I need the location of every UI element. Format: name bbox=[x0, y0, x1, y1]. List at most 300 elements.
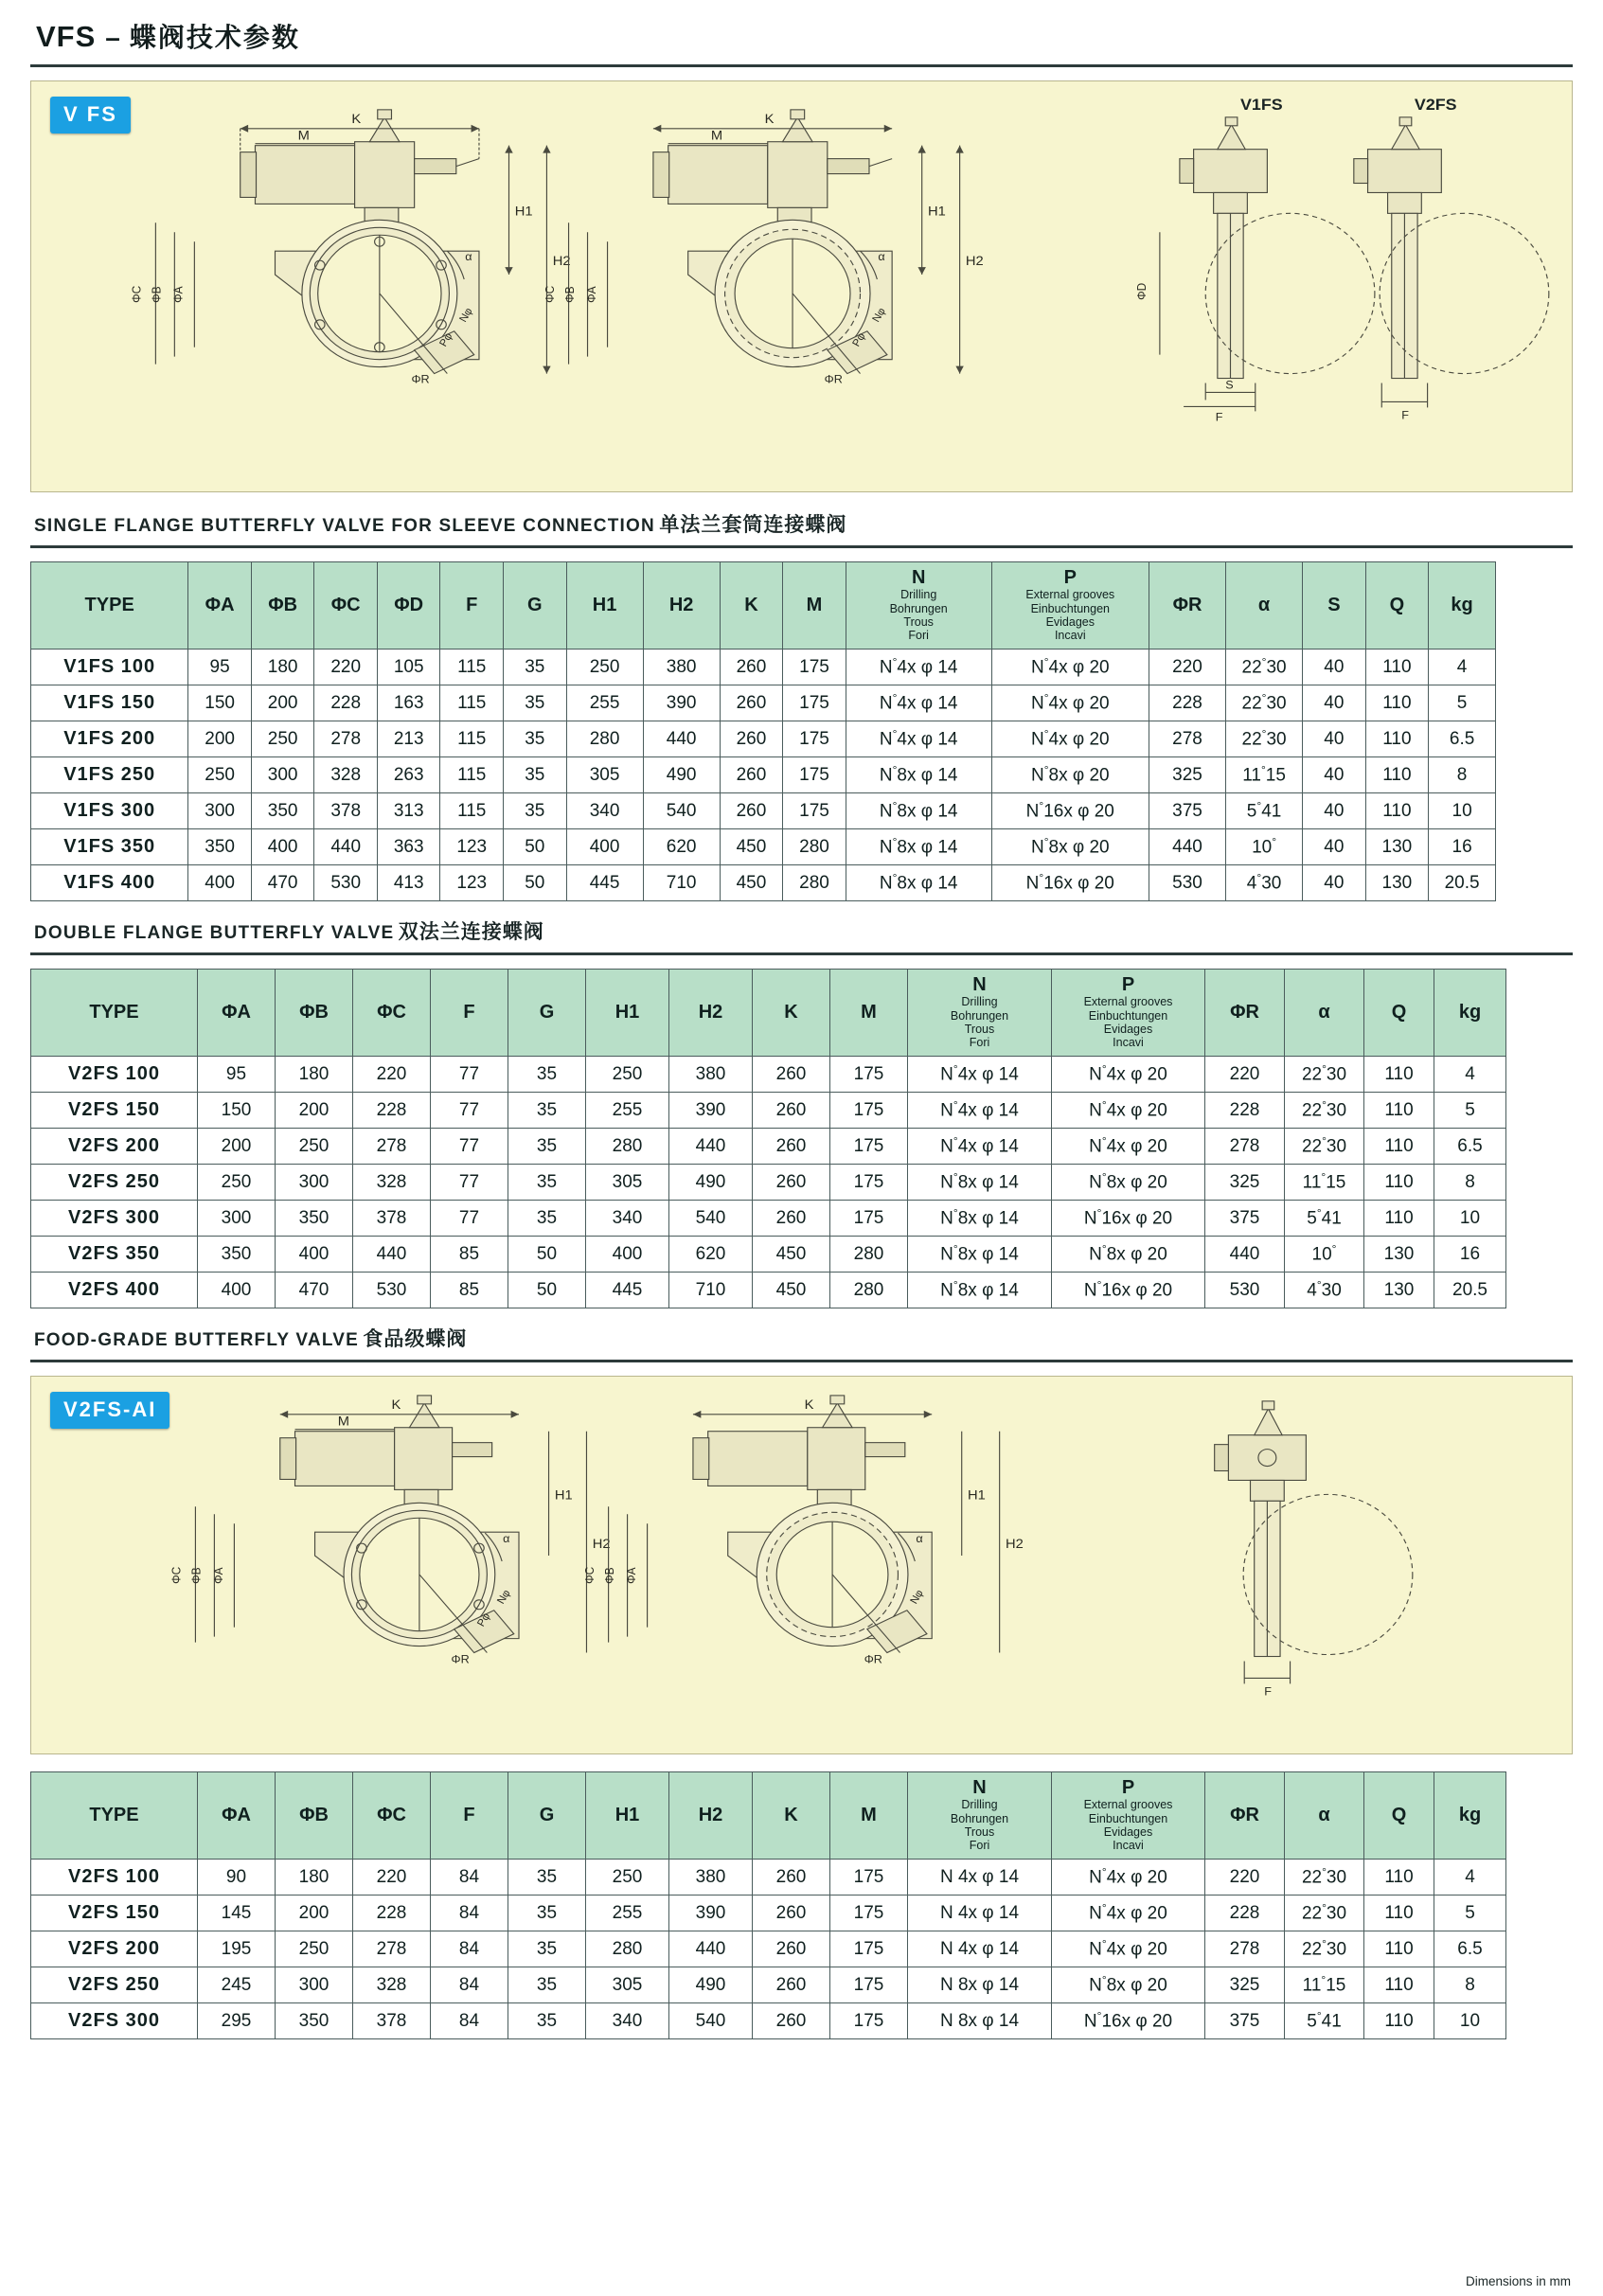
cell-value: 95 bbox=[198, 1057, 276, 1093]
cell-value: 8 bbox=[1434, 1967, 1506, 2003]
column-header-H1: H1 bbox=[586, 1772, 669, 1860]
cell-value: 280 bbox=[566, 721, 643, 757]
cell-value: 16 bbox=[1434, 1237, 1506, 1273]
cell-value: 40 bbox=[1303, 757, 1366, 793]
table-row bbox=[31, 793, 1496, 829]
cell-value: N°4x φ 20 bbox=[991, 685, 1149, 721]
column-header-H2: H2 bbox=[643, 562, 720, 650]
table-header-row bbox=[31, 1772, 1506, 1860]
cell-value: 130 bbox=[1365, 865, 1429, 901]
svg-text:H2: H2 bbox=[592, 1537, 611, 1552]
cell-value: 350 bbox=[276, 2003, 353, 2039]
cell-value: 8 bbox=[1434, 1165, 1506, 1201]
column-header-TYPE: TYPE bbox=[31, 1772, 198, 1860]
cell-value: N 8x φ 14 bbox=[908, 1967, 1052, 2003]
cell-value: 220 bbox=[1205, 1057, 1285, 1093]
column-header-ΦC: ΦC bbox=[314, 562, 378, 650]
cell-value: 10 bbox=[1429, 793, 1496, 829]
column-header-M: M bbox=[830, 1772, 908, 1860]
cell-value: 200 bbox=[276, 1093, 353, 1129]
cell-value: 130 bbox=[1365, 829, 1429, 865]
column-header-H2: H2 bbox=[669, 1772, 753, 1860]
column-header-M: M bbox=[783, 562, 846, 650]
cell-value: 11°15 bbox=[1226, 757, 1303, 793]
cell-value: 145 bbox=[198, 1896, 276, 1931]
cell-value: 278 bbox=[353, 1129, 431, 1165]
cell-value: 445 bbox=[566, 865, 643, 901]
cell-value: N°4x φ 14 bbox=[846, 685, 991, 721]
svg-text:α: α bbox=[916, 1532, 923, 1546]
cell-value: 35 bbox=[508, 1896, 586, 1931]
cell-value: 390 bbox=[669, 1093, 753, 1129]
svg-text:ΦC: ΦC bbox=[543, 285, 557, 303]
cell-value: N°16x φ 20 bbox=[991, 793, 1149, 829]
column-header-F: F bbox=[431, 970, 508, 1057]
cell-value: 325 bbox=[1205, 1165, 1285, 1201]
column-header-ΦB: ΦB bbox=[276, 970, 353, 1057]
page-title bbox=[28, 17, 1575, 55]
cell-value: 5°41 bbox=[1285, 1201, 1364, 1237]
cell-value: 40 bbox=[1303, 650, 1366, 685]
cell-value: 313 bbox=[377, 793, 440, 829]
cell-value: 250 bbox=[586, 1860, 669, 1896]
cell-value: 400 bbox=[251, 829, 314, 865]
cell-value: 175 bbox=[830, 1931, 908, 1967]
cell-value: 280 bbox=[830, 1273, 908, 1308]
cell-value: 530 bbox=[314, 865, 378, 901]
svg-text:Nφ: Nφ bbox=[495, 1588, 513, 1607]
cell-value: 175 bbox=[783, 685, 846, 721]
header-title-cn: 蝶阀技术参数 bbox=[129, 23, 300, 52]
cell-value: 40 bbox=[1303, 865, 1366, 901]
cell-value: 84 bbox=[431, 1896, 508, 1931]
figure-panel-v2fs-ai bbox=[30, 1376, 1573, 1754]
cell-value: 255 bbox=[566, 685, 643, 721]
cell-value: 328 bbox=[353, 1165, 431, 1201]
cell-value: 540 bbox=[643, 793, 720, 829]
column-header-ΦB: ΦB bbox=[251, 562, 314, 650]
cell-value: 40 bbox=[1303, 829, 1366, 865]
cell-value: 260 bbox=[753, 1129, 830, 1165]
cell-value: 175 bbox=[830, 1201, 908, 1237]
cell-value: 200 bbox=[188, 721, 252, 757]
cell-value: N°4x φ 20 bbox=[1052, 1931, 1205, 1967]
cell-value: 115 bbox=[440, 721, 504, 757]
cell-value: 325 bbox=[1149, 757, 1225, 793]
table-header-row bbox=[31, 562, 1496, 650]
column-header-TYPE: TYPE bbox=[31, 970, 198, 1057]
cell-value: 228 bbox=[353, 1896, 431, 1931]
cell-value: N°4x φ 20 bbox=[1052, 1093, 1205, 1129]
cell-value: 20.5 bbox=[1429, 865, 1496, 901]
cell-value: 84 bbox=[431, 1931, 508, 1967]
cell-value: 445 bbox=[586, 1273, 669, 1308]
column-header-ΦC: ΦC bbox=[353, 970, 431, 1057]
table-row bbox=[31, 1896, 1506, 1931]
cell-value: 255 bbox=[586, 1896, 669, 1931]
cell-value: 150 bbox=[198, 1093, 276, 1129]
column-header-K: K bbox=[753, 1772, 830, 1860]
cell-value: 5°41 bbox=[1285, 2003, 1364, 2039]
cell-value: N 4x φ 14 bbox=[908, 1931, 1052, 1967]
cell-value: 180 bbox=[251, 650, 314, 685]
cell-value: 85 bbox=[431, 1237, 508, 1273]
cell-value: 200 bbox=[198, 1129, 276, 1165]
svg-text:ΦA: ΦA bbox=[584, 286, 599, 303]
cell-value: N°8x φ 20 bbox=[1052, 1165, 1205, 1201]
cell-value: 200 bbox=[251, 685, 314, 721]
cell-value: 375 bbox=[1205, 1201, 1285, 1237]
column-header-Q: Q bbox=[1365, 562, 1429, 650]
cell-value: N°16x φ 20 bbox=[1052, 2003, 1205, 2039]
cell-value: 228 bbox=[1205, 1896, 1285, 1931]
cell-value: 110 bbox=[1364, 1057, 1434, 1093]
cell-value: 328 bbox=[314, 757, 378, 793]
column-header-H2: H2 bbox=[669, 970, 753, 1057]
cell-type: V2FS 250 bbox=[31, 1967, 198, 2003]
cell-value: 35 bbox=[508, 1165, 586, 1201]
svg-text:H1: H1 bbox=[554, 1487, 573, 1504]
svg-text:K: K bbox=[804, 1397, 814, 1413]
cell-value: 115 bbox=[440, 757, 504, 793]
cell-value: 195 bbox=[198, 1931, 276, 1967]
table-row bbox=[31, 650, 1496, 685]
svg-text:α: α bbox=[503, 1532, 510, 1546]
cell-value: 260 bbox=[753, 1896, 830, 1931]
cell-value: N°4x φ 14 bbox=[908, 1093, 1052, 1129]
table-row bbox=[31, 1201, 1506, 1237]
cell-value: 84 bbox=[431, 2003, 508, 2039]
svg-text:H2: H2 bbox=[1005, 1537, 1024, 1552]
svg-text:M: M bbox=[710, 129, 723, 144]
cell-value: 470 bbox=[276, 1273, 353, 1308]
cell-value: 175 bbox=[830, 1129, 908, 1165]
cell-value: 228 bbox=[314, 685, 378, 721]
cell-value: 40 bbox=[1303, 685, 1366, 721]
figure-tag-v2fs-ai: V2FS-AI bbox=[50, 1392, 169, 1429]
cell-value: 10 bbox=[1434, 1201, 1506, 1237]
header-dash: – bbox=[105, 23, 120, 52]
cell-type: V1FS 150 bbox=[31, 685, 188, 721]
cell-value: 50 bbox=[508, 1273, 586, 1308]
svg-text:ΦB: ΦB bbox=[150, 286, 164, 303]
cell-value: 260 bbox=[753, 2003, 830, 2039]
cell-value: 84 bbox=[431, 1860, 508, 1896]
svg-text:H1: H1 bbox=[514, 204, 533, 220]
svg-text:F: F bbox=[1401, 408, 1409, 422]
cell-value: 85 bbox=[431, 1273, 508, 1308]
cell-value: 77 bbox=[431, 1093, 508, 1129]
cell-value: 530 bbox=[353, 1273, 431, 1308]
cell-type: V1FS 350 bbox=[31, 829, 188, 865]
cell-value: 175 bbox=[830, 2003, 908, 2039]
cell-value: 130 bbox=[1364, 1237, 1434, 1273]
svg-text:H2: H2 bbox=[552, 254, 571, 269]
cell-value: 50 bbox=[504, 829, 567, 865]
svg-text:H2: H2 bbox=[965, 254, 984, 269]
cell-value: 278 bbox=[1205, 1931, 1285, 1967]
cell-value: N°16x φ 20 bbox=[1052, 1201, 1205, 1237]
cell-value: 260 bbox=[753, 1165, 830, 1201]
cell-value: 440 bbox=[643, 721, 720, 757]
cell-value: 22°30 bbox=[1226, 650, 1303, 685]
column-header-ΦD: ΦD bbox=[377, 562, 440, 650]
cell-value: 4 bbox=[1434, 1057, 1506, 1093]
cell-value: 5 bbox=[1434, 1093, 1506, 1129]
column-header-N: N Drilling Bohrungen Trous Fori bbox=[908, 970, 1052, 1057]
cell-value: 5 bbox=[1429, 685, 1496, 721]
cell-value: N°16x φ 20 bbox=[991, 865, 1149, 901]
column-header-kg: kg bbox=[1434, 1772, 1506, 1860]
table-row bbox=[31, 757, 1496, 793]
table-body bbox=[31, 1057, 1506, 1308]
column-header-G: G bbox=[504, 562, 567, 650]
svg-text:Nφ: Nφ bbox=[870, 306, 889, 325]
column-header-P: P External grooves Einbuchtungen Evidages Incavi bbox=[1052, 1772, 1205, 1860]
column-header-H1: H1 bbox=[566, 562, 643, 650]
cell-value: 10° bbox=[1285, 1237, 1364, 1273]
cell-value: 400 bbox=[586, 1237, 669, 1273]
cell-value: 175 bbox=[783, 721, 846, 757]
cell-value: 180 bbox=[276, 1057, 353, 1093]
cell-value: 260 bbox=[720, 721, 783, 757]
cell-value: 22°30 bbox=[1285, 1129, 1364, 1165]
cell-value: 300 bbox=[251, 757, 314, 793]
cell-value: 6.5 bbox=[1434, 1129, 1506, 1165]
column-header-α: α bbox=[1285, 1772, 1364, 1860]
cell-value: 220 bbox=[1205, 1860, 1285, 1896]
cell-value: 400 bbox=[276, 1237, 353, 1273]
svg-text:F: F bbox=[1215, 410, 1223, 424]
cell-value: 35 bbox=[508, 1129, 586, 1165]
svg-text:ΦB: ΦB bbox=[562, 286, 577, 303]
cell-value: N°8x φ 14 bbox=[908, 1165, 1052, 1201]
cell-value: 250 bbox=[251, 721, 314, 757]
cell-value: 280 bbox=[586, 1129, 669, 1165]
table-row bbox=[31, 1860, 1506, 1896]
cell-value: N°8x φ 14 bbox=[846, 793, 991, 829]
cell-value: 220 bbox=[353, 1057, 431, 1093]
cell-value: 260 bbox=[753, 1057, 830, 1093]
cell-value: N°4x φ 14 bbox=[846, 721, 991, 757]
column-header-ΦA: ΦA bbox=[188, 562, 252, 650]
table-row bbox=[31, 1967, 1506, 2003]
cell-value: 260 bbox=[720, 793, 783, 829]
cell-value: N°16x φ 20 bbox=[1052, 1273, 1205, 1308]
cell-value: 35 bbox=[504, 721, 567, 757]
svg-text:ΦA: ΦA bbox=[171, 286, 186, 303]
cell-value: 10 bbox=[1434, 2003, 1506, 2039]
cell-value: 378 bbox=[353, 2003, 431, 2039]
cell-value: 280 bbox=[586, 1931, 669, 1967]
cell-type: V2FS 150 bbox=[31, 1896, 198, 1931]
column-header-F: F bbox=[431, 1772, 508, 1860]
cell-value: 350 bbox=[276, 1201, 353, 1237]
svg-text:K: K bbox=[391, 1397, 401, 1413]
cell-value: 363 bbox=[377, 829, 440, 865]
column-header-Q: Q bbox=[1364, 970, 1434, 1057]
svg-text:M: M bbox=[337, 1415, 349, 1430]
svg-text:F: F bbox=[1264, 1684, 1272, 1699]
table-body bbox=[31, 650, 1496, 901]
svg-text:ΦA: ΦA bbox=[624, 1567, 639, 1584]
cell-value: 250 bbox=[566, 650, 643, 685]
cell-value: 280 bbox=[783, 829, 846, 865]
column-header-ΦA: ΦA bbox=[198, 970, 276, 1057]
cell-value: 115 bbox=[440, 685, 504, 721]
section-3-en: FOOD-GRADE BUTTERFLY VALVE bbox=[34, 1330, 359, 1350]
cell-value: N°4x φ 20 bbox=[1052, 1860, 1205, 1896]
cell-value: 280 bbox=[830, 1237, 908, 1273]
cell-value: 35 bbox=[508, 1093, 586, 1129]
cell-value: 228 bbox=[353, 1093, 431, 1129]
svg-text:ΦB: ΦB bbox=[602, 1567, 616, 1584]
table-row bbox=[31, 1165, 1506, 1201]
cell-value: 400 bbox=[566, 829, 643, 865]
cell-value: N°8x φ 20 bbox=[991, 757, 1149, 793]
cell-value: 110 bbox=[1364, 1201, 1434, 1237]
cell-value: 378 bbox=[314, 793, 378, 829]
cell-value: N 4x φ 14 bbox=[908, 1860, 1052, 1896]
cell-value: 22°30 bbox=[1285, 1931, 1364, 1967]
cell-value: 10° bbox=[1226, 829, 1303, 865]
cell-value: 6.5 bbox=[1434, 1931, 1506, 1967]
cell-value: 350 bbox=[251, 793, 314, 829]
table-row bbox=[31, 865, 1496, 901]
cell-value: 400 bbox=[188, 865, 252, 901]
svg-text:M: M bbox=[297, 129, 310, 144]
column-header-kg: kg bbox=[1429, 562, 1496, 650]
cell-value: 5°41 bbox=[1226, 793, 1303, 829]
cell-value: 35 bbox=[508, 1931, 586, 1967]
cell-value: 105 bbox=[377, 650, 440, 685]
table-double-flange bbox=[30, 969, 1506, 1308]
column-header-K: K bbox=[720, 562, 783, 650]
cell-value: 413 bbox=[377, 865, 440, 901]
cell-value: 305 bbox=[586, 1967, 669, 2003]
cell-value: 95 bbox=[188, 650, 252, 685]
cell-value: 175 bbox=[830, 1967, 908, 2003]
cell-type: V2FS 350 bbox=[31, 1237, 198, 1273]
figure-tag-vfs: V FS bbox=[50, 97, 131, 133]
cell-value: 110 bbox=[1365, 757, 1429, 793]
cell-value: 440 bbox=[669, 1931, 753, 1967]
cell-value: 110 bbox=[1364, 2003, 1434, 2039]
cell-value: 278 bbox=[314, 721, 378, 757]
cell-value: 35 bbox=[504, 757, 567, 793]
cell-value: 340 bbox=[586, 1201, 669, 1237]
cell-value: 710 bbox=[669, 1273, 753, 1308]
column-header-α: α bbox=[1285, 970, 1364, 1057]
cell-value: 213 bbox=[377, 721, 440, 757]
cell-value: 175 bbox=[830, 1860, 908, 1896]
svg-text:ΦR: ΦR bbox=[864, 1652, 882, 1666]
cell-value: 260 bbox=[753, 1967, 830, 2003]
cell-value: N°4x φ 20 bbox=[1052, 1896, 1205, 1931]
cell-value: 490 bbox=[669, 1967, 753, 2003]
cell-value: 375 bbox=[1205, 2003, 1285, 2039]
cell-value: 380 bbox=[669, 1860, 753, 1896]
cell-value: 110 bbox=[1364, 1967, 1434, 2003]
cell-value: 22°30 bbox=[1285, 1860, 1364, 1896]
section-title-1 bbox=[30, 509, 1573, 538]
cell-value: N°8x φ 14 bbox=[908, 1201, 1052, 1237]
column-header-H1: H1 bbox=[586, 970, 669, 1057]
column-header-K: K bbox=[753, 970, 830, 1057]
cell-value: 340 bbox=[566, 793, 643, 829]
svg-text:Nφ: Nφ bbox=[908, 1588, 926, 1607]
table-row bbox=[31, 721, 1496, 757]
cell-value: 110 bbox=[1364, 1093, 1434, 1129]
cell-value: 175 bbox=[830, 1057, 908, 1093]
cell-value: 4 bbox=[1434, 1860, 1506, 1896]
cell-value: 6.5 bbox=[1429, 721, 1496, 757]
table-row bbox=[31, 1931, 1506, 1967]
cell-value: 250 bbox=[198, 1165, 276, 1201]
column-header-α: α bbox=[1226, 562, 1303, 650]
table-row bbox=[31, 1129, 1506, 1165]
cell-value: 5 bbox=[1434, 1896, 1506, 1931]
cell-value: 35 bbox=[508, 1201, 586, 1237]
cell-value: 110 bbox=[1364, 1896, 1434, 1931]
section-2-cn: 双法兰连接蝶阀 bbox=[398, 921, 544, 943]
cell-value: 50 bbox=[508, 1237, 586, 1273]
section-title-2 bbox=[30, 917, 1573, 945]
cell-value: 260 bbox=[753, 1860, 830, 1896]
cell-value: 110 bbox=[1365, 721, 1429, 757]
vfs-drawing bbox=[31, 81, 1572, 491]
cell-type: V1FS 400 bbox=[31, 865, 188, 901]
cell-value: 35 bbox=[504, 685, 567, 721]
cell-value: 110 bbox=[1364, 1165, 1434, 1201]
cell-value: 375 bbox=[1149, 793, 1225, 829]
cell-type: V2FS 150 bbox=[31, 1093, 198, 1129]
cell-value: 450 bbox=[753, 1237, 830, 1273]
cell-value: 280 bbox=[783, 865, 846, 901]
cell-value: 35 bbox=[508, 1967, 586, 2003]
cell-value: 278 bbox=[1149, 721, 1225, 757]
cell-value: 490 bbox=[643, 757, 720, 793]
cell-type: V1FS 300 bbox=[31, 793, 188, 829]
cell-value: N°8x φ 20 bbox=[1052, 1237, 1205, 1273]
svg-text:Pφ: Pφ bbox=[475, 1611, 493, 1629]
cell-value: 16 bbox=[1429, 829, 1496, 865]
cell-value: 175 bbox=[830, 1093, 908, 1129]
column-header-Q: Q bbox=[1364, 1772, 1434, 1860]
cell-value: 250 bbox=[586, 1057, 669, 1093]
cell-value: 228 bbox=[1149, 685, 1225, 721]
cell-value: 11°15 bbox=[1285, 1165, 1364, 1201]
cell-value: 300 bbox=[188, 793, 252, 829]
cell-value: 620 bbox=[643, 829, 720, 865]
cell-value: 378 bbox=[353, 1201, 431, 1237]
cell-value: 20.5 bbox=[1434, 1273, 1506, 1308]
section-1-cn: 单法兰套筒连接蝶阀 bbox=[659, 514, 847, 536]
cell-value: 305 bbox=[566, 757, 643, 793]
footnote: Dimensions in mm bbox=[1465, 2274, 1571, 2288]
column-header-P: P External grooves Einbuchtungen Evidages Incavi bbox=[1052, 970, 1205, 1057]
svg-text:ΦR: ΦR bbox=[411, 372, 430, 386]
cell-value: 22°30 bbox=[1285, 1057, 1364, 1093]
cell-value: 295 bbox=[198, 2003, 276, 2039]
cell-value: 440 bbox=[1149, 829, 1225, 865]
cell-value: 77 bbox=[431, 1165, 508, 1201]
cell-value: 11°15 bbox=[1285, 1967, 1364, 2003]
cell-value: 110 bbox=[1364, 1129, 1434, 1165]
cell-value: 115 bbox=[440, 650, 504, 685]
svg-text:ΦR: ΦR bbox=[451, 1652, 470, 1666]
cell-value: 22°30 bbox=[1226, 721, 1303, 757]
